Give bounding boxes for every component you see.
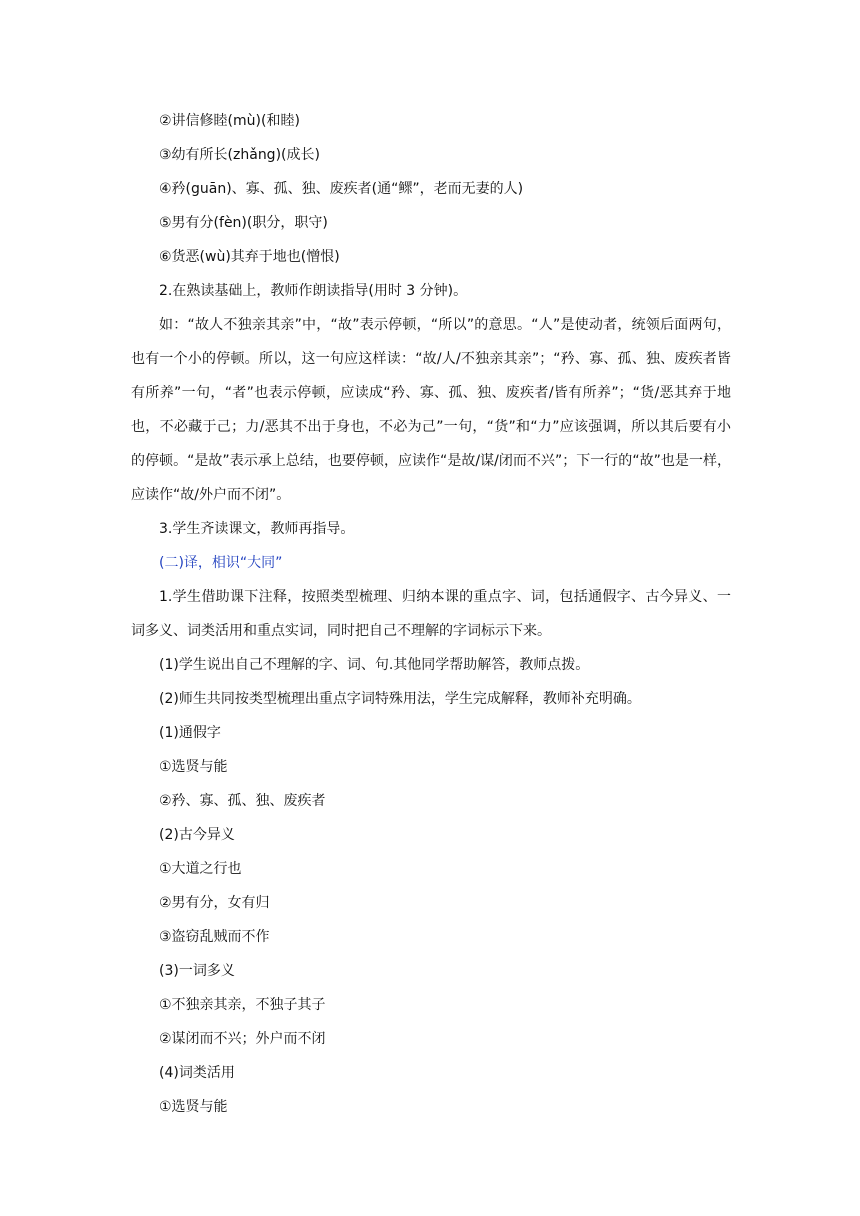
text-line: ⑤男有分(fèn)(职分，职守)	[159, 215, 328, 231]
text-line: (3)一词多义	[159, 963, 235, 979]
text-line: 2.在熟读基础上，教师作朗读指导(用时 3 分钟)。	[159, 283, 468, 299]
text-line: ②讲信修睦(mù)(和睦)	[159, 113, 300, 129]
text-line: ③盗窃乱贼而不作	[159, 929, 270, 945]
text-line: ③幼有所长(zhǎng)(成长)	[159, 147, 320, 163]
paragraph: 如：“故人不独亲其亲”中，“故”表示停顿，“所以”的意思。“人”是使动者，统领后面两句，也有一个小的停顿。所以，这一句应这样读：“故/人/不独亲其亲”；“矜、寡、孤、独、废疾者皆有所养”一句，“者”也表示停顿，应读成“矜、寡、孤、独、废疾者/皆有所养”；“货/恶其弃于地也，不必藏于己；力/恶其不出于身也，不必为己”一句，“货”和“力”应该强调，所以其后要有小的停顿。“是故”表示承上总结，也要停顿，应读作“是故/谋/闭而不兴”；下一行的“故”也是一样，应读作“故/外户而不闭”。	[131, 317, 731, 503]
paragraph: 1.学生借助课下注释，按照类型梳理、归纳本课的重点字、词，包括通假字、古今异义、一词多义、词类活用和重点实词，同时把自己不理解的字词标示下来。	[131, 589, 731, 639]
document-body	[131, 104, 731, 1124]
text-line: ①大道之行也	[159, 861, 242, 877]
text-line: (2)师生共同按类型梳理出重点字词特殊用法，学生完成解释，教师补充明确。	[159, 691, 641, 707]
text-line: (2)古今异义	[159, 827, 235, 843]
text-line: (4)词类活用	[159, 1065, 235, 1081]
text-line: ④矜(guān)、寡、孤、独、废疾者(通“鳏”，老而无妻的人)	[159, 181, 524, 197]
section-heading: (二)译，相识“大同”	[159, 555, 283, 571]
text-line: (1)通假字	[159, 725, 221, 741]
text-line: (1)学生说出自己不理解的字、词、句.其他同学帮助解答，教师点拨。	[159, 657, 590, 673]
text-line: ②矜、寡、孤、独、废疾者	[159, 793, 326, 809]
text-line: 3.学生齐读课文，教师再指导。	[159, 521, 355, 537]
text-line: ②谋闭而不兴；外户而不闭	[159, 1031, 326, 1047]
text-line: ①选贤与能	[159, 1099, 228, 1115]
text-line: ⑥货恶(wù)其弃于地也(憎恨)	[159, 249, 340, 265]
text-line: ②男有分，女有归	[159, 895, 270, 911]
text-line: ①选贤与能	[159, 759, 228, 775]
text-line: ①不独亲其亲，不独子其子	[159, 997, 326, 1013]
